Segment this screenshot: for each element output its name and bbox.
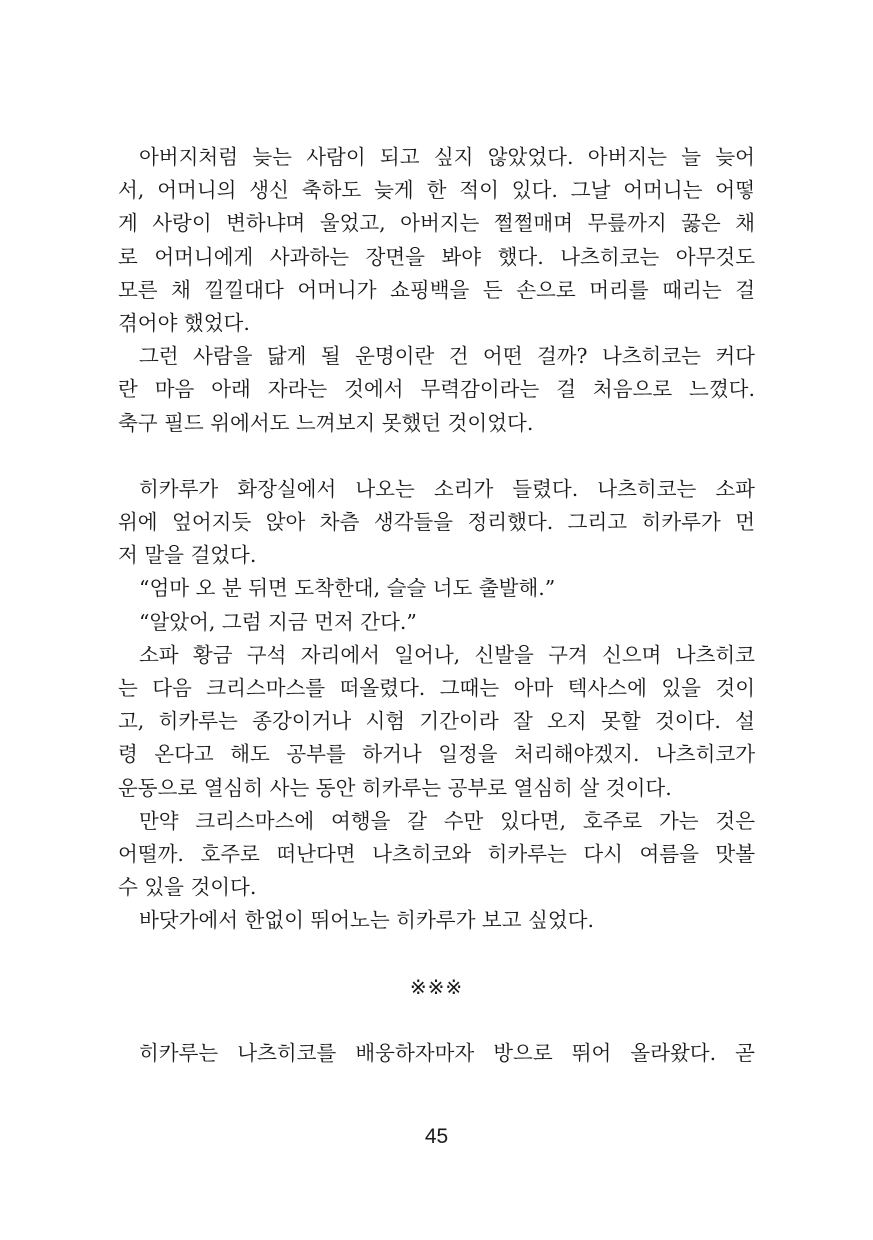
paragraph-gap xyxy=(118,938,755,971)
text-line: 저 말을 걸었다. xyxy=(118,543,257,568)
page-number: 45 xyxy=(424,1125,449,1148)
text-line: 서, 어머니의 생신 축하도 늦게 한 적이 있다. 그날 어머니는 어떻 xyxy=(118,178,755,203)
text-line: 축구 필드 위에서도 느껴보지 못했던 것이었다. xyxy=(118,410,534,435)
text-line: 그런 사람을 닮게 될 운명이란 건 어떤 걸까? 나츠히코는 커다 xyxy=(139,344,755,369)
text-line: 모른 채 낄낄대다 어머니가 쇼핑백을 든 손으로 머리를 때리는 걸 xyxy=(118,277,755,302)
paragraph-gap xyxy=(118,440,755,473)
text-line: 어떨까. 호주로 떠난다면 나츠히코와 히카루는 다시 여름을 맛볼 xyxy=(118,841,755,866)
text-line: 바닷가에서 한없이 뛰어노는 히카루가 보고 싶었다. xyxy=(139,908,594,933)
text-line: 겪어야 했었다. xyxy=(118,310,250,335)
text-line: 게 사랑이 변하냐며 울었고, 아버지는 쩔쩔매며 무릎까지 꿇은 채 xyxy=(118,211,755,236)
section-break: ※※※ xyxy=(409,974,464,999)
text-line: 수 있을 것이다. xyxy=(118,875,257,900)
text-line: 히카루가 화장실에서 나오는 소리가 들렸다. 나츠히코는 소파 xyxy=(139,476,755,501)
page-body xyxy=(118,141,755,1070)
text-line: 령 온다고 해도 공부를 하거나 일정을 처리해야겠지. 나츠히코가 xyxy=(118,742,755,767)
text-line: 는 다음 크리스마스를 떠올렸다. 그때는 아마 텍사스에 있을 것이 xyxy=(118,676,755,700)
text-line: 위에 엎어지듯 앉아 차츰 생각들을 정리했다. 그리고 히카루가 먼 xyxy=(118,510,755,535)
text-line: 로 어머니에게 사과하는 장면을 봐야 했다. 나츠히코는 아무것도 xyxy=(118,244,755,269)
text-line: 란 마음 아래 자라는 것에서 무력감이라는 걸 처음으로 느꼈다. xyxy=(118,377,755,402)
text-line: 운동으로 열심히 사는 동안 히카루는 공부로 열심히 살 것이다. xyxy=(118,775,672,800)
text-line: 소파 황금 구석 자리에서 일어나, 신발을 구겨 신으며 나츠히코 xyxy=(139,642,755,667)
paragraph-gap xyxy=(118,1004,755,1037)
text-line: 고, 히카루는 종강이거나 시험 기간이라 잘 오지 못할 것이다. 설 xyxy=(118,709,755,734)
text-line: 히카루는 나츠히코를 배웅하자마자 방으로 뛰어 올라왔다. 곧 xyxy=(139,1041,755,1066)
text-line: 만약 크리스마스에 여행을 갈 수만 있다면, 호주로 가는 것은 xyxy=(139,808,755,833)
dialogue-line: “알았어, 그럼 지금 먼저 간다.” xyxy=(139,609,417,634)
dialogue-line: “엄마 오 분 뒤면 도착한대, 슬슬 너도 출발해.” xyxy=(139,576,556,601)
text-line: 아버지처럼 늦는 사람이 되고 싶지 않았었다. 아버지는 늘 늦어 xyxy=(139,145,755,169)
